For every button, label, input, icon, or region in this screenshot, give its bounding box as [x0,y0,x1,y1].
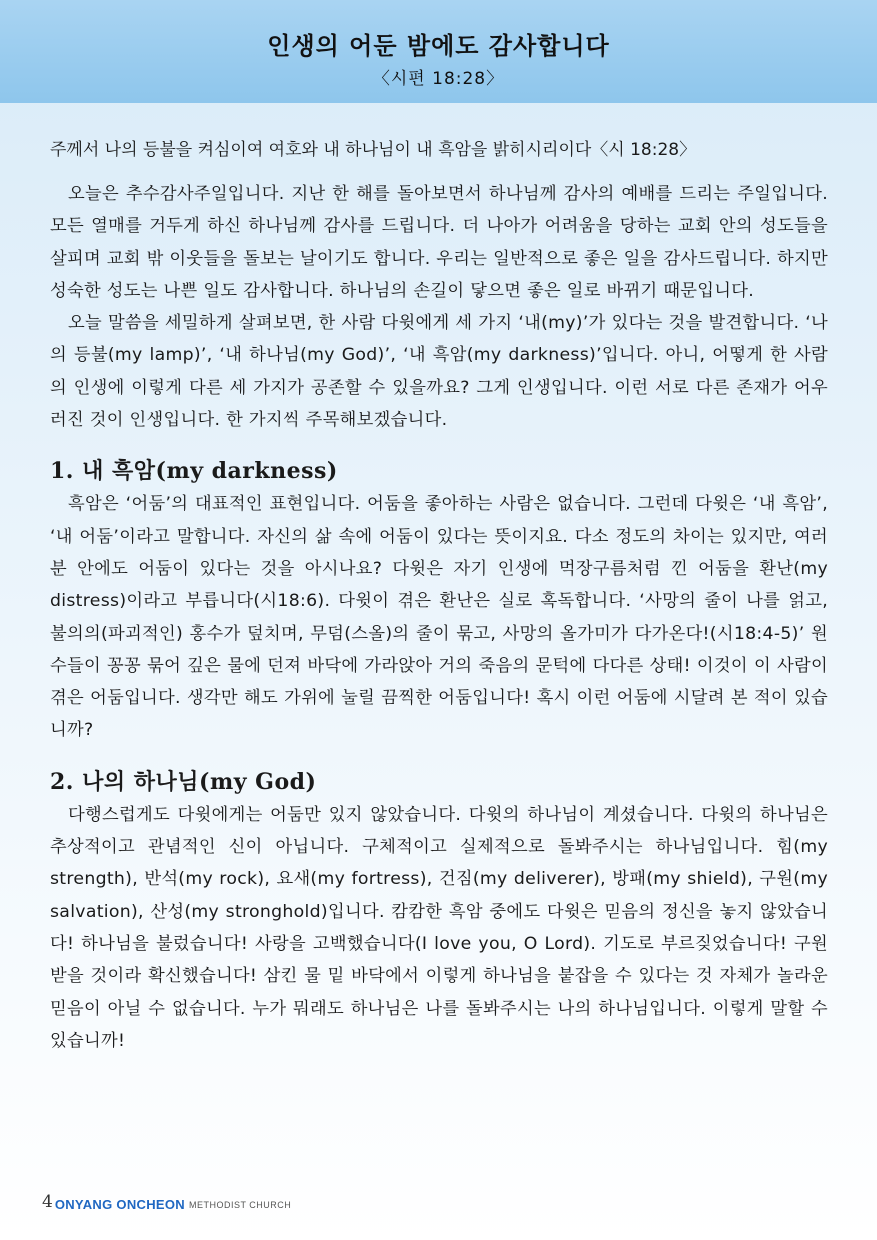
article-body [50,178,828,1057]
scripture-verse: 주께서 나의 등불을 켜심이여 여호와 내 하나님이 내 흑암을 밝히시리이다〈시 18:28〉 [50,140,697,160]
church-logo-subtext: METHODIST CHURCH [188,1200,292,1210]
section-heading: 1. 내 흑암(my darkness) [50,458,338,485]
page-number: 4 [42,1192,53,1212]
title-banner [0,0,877,103]
section-paragraph: 흑암은 ‘어둠’의 대표적인 표현입니다. 어둠을 좋아하는 사람은 없습니다. 그런데 다윗은 ‘내 흑암’, ‘내 어둠’이라고 말합니다. 자신의 삶 속에 어둠이 있다는 뜻이지요. 다소 정도의 차이는 있지만, 여러분 안에도 어둠이 있다는 것을 아시나요? 다윗은 자기 인생에 먹장구름처럼 낀 어둠을 환난(my distress)이라고 부릅니다(시18:6). 다윗이 겪은 환난은 실로 혹독합니다. ‘사망의 줄이 나를 얽고, 불의의(파괴적인) 홍수가 덮치며, 무덤(스올)의 줄이 묶고, 사망의 올가미가 다가온다!(시18:4-5)’ 원수들이 꽁꽁 묶어 깊은 물에 던져 바닥에 가라앉아 거의 죽음의 문턱에 다다른 상태! 이것이 이 사람이 겪은 어둠입니다. 생각만 해도 가위에 눌릴 끔찍한 어둠입니다! 혹시 이런 어둠에 시달려 본 적이 있습니까? [50,494,828,741]
page-footer [42,1182,291,1212]
page-title: 인생의 어둔 밤에도 감사합니다 [267,32,610,60]
section-paragraph: 다행스럽게도 다윗에게는 어둠만 있지 않았습니다. 다윗의 하나님이 계셨습니다. 다윗의 하나님은 추상적이고 관념적인 신이 아닙니다. 구체적이고 실제적으로 돌봐주시는 하나님입니다. 힘(my strength), 반석(my rock), 요새(my fortress), 건짐(my deliverer), 방패(my shield), 구원(my salvation), 산성(my stronghold)입니다. 캄캄한 흑암 중에도 다윗은 믿음의 정신을 놓지 않았습니다! 하나님을 불렀습니다! 사랑을 고백했습니다(I love you, O Lord). 기도로 부르짖었습니다! 구원받을 것이라 확신했습니다! 삼킨 물 밑 바닥에서 이렇게 하나님을 붙잡을 수 있다는 것 자체가 놀라운 믿음이 아닐 수 없습니다. 누가 뭐래도 하나님은 나를 돌봐주시는 나의 하나님입니다. 이렇게 말할 수 있습니까! [50,804,828,1051]
intro-paragraph: 오늘 말씀을 세밀하게 살펴보면, 한 사람 다윗에게 세 가지 ‘내(my)’가 있다는 것을 발견합니다. ‘나의 등불(my lamp)’, ‘내 하나님(my God)’, ‘내 흑암(my darkness)’입니다. 아니, 어떻게 한 사람의 인생에 이렇게 다른 세 가지가 공존할 수 있을까요? 그게 인생입니다. 이런 서로 다른 존재가 어우러진 것이 인생입니다. 한 가지씩 주목해보겠습니다. [50,313,828,431]
intro-paragraph: 오늘은 추수감사주일입니다. 지난 한 해를 돌아보면서 하나님께 감사의 예배를 드리는 주일입니다. 모든 열매를 거두게 하신 하나님께 감사를 드립니다. 더 나아가 어려움을 당하는 교회 안의 성도들을 살피며 교회 밖 이웃들을 돌보는 날이기도 합니다. 우리는 일반적으로 좋은 일을 감사드립니다. 하지만 성숙한 성도는 나쁜 일도 감사합니다. 하나님의 손길이 닿으면 좋은 일로 바뀌기 때문입니다. [50,184,828,301]
church-logo-text: ONYANG ONCHEON [54,1197,185,1212]
section-heading: 2. 나의 하나님(my God) [50,768,317,795]
page-subtitle: 〈시편 18:28〉 [372,69,505,89]
